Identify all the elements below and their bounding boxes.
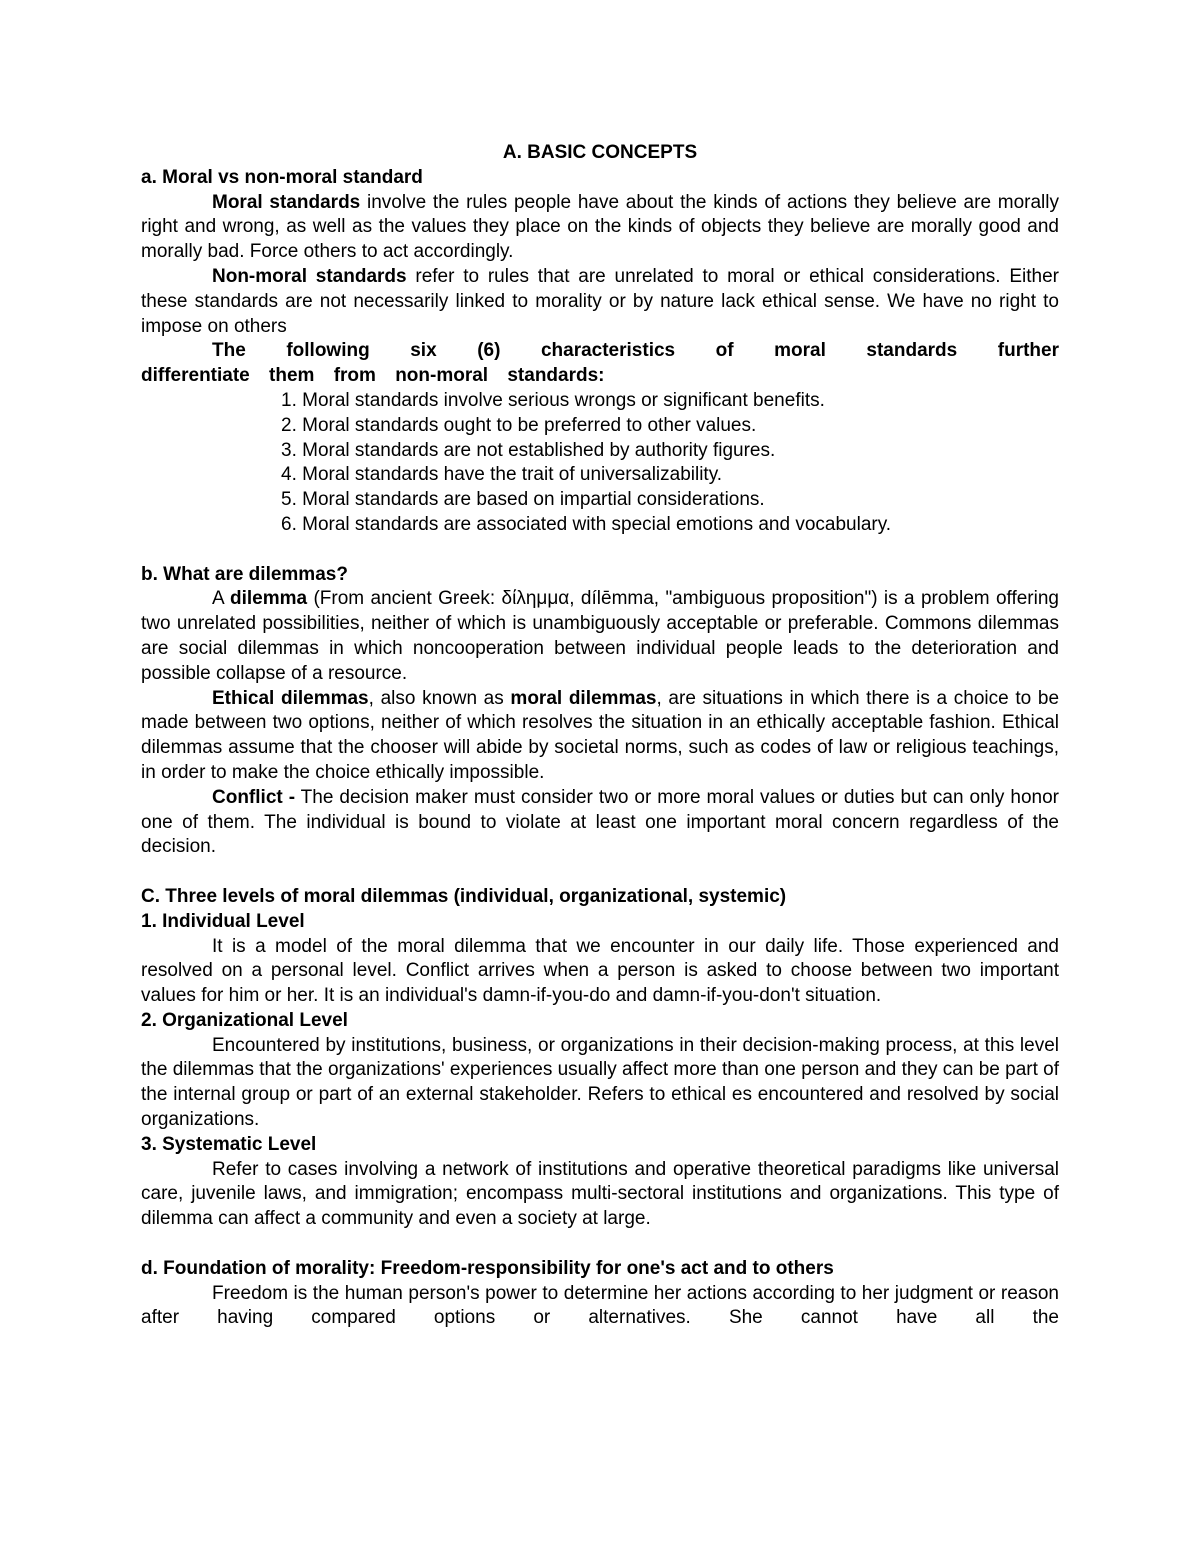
non-moral-standards-paragraph: [141, 265, 1059, 339]
moral-standards-term: Moral standards: [212, 191, 361, 213]
conflict-paragraph: [141, 786, 1059, 860]
list-item: 6. Moral standards are associated with special emotions and vocabulary.: [281, 513, 892, 535]
moral-standards-text: involve the rules people have about the kinds of actions they believe are morally right and wrong, as well as the values they place on the kinds of objects they believe are morally good and morally bad. Force others to act accordingly.: [141, 191, 1060, 263]
organizational-level-text: Encountered by institutions, business, or organizations in their decision-making process, at this level the dilemmas that the organizations' experiences usually affect more than one person and they can be part of the internal group or part of an external stakeholder. Refers to ethical es encountered and resolved by social organizations.: [141, 1034, 1059, 1131]
list-item: 5. Moral standards are based on impartial considerations.: [281, 489, 765, 511]
characteristics-intro-line1: The following six (6) characteristics of moral standards further: [212, 340, 1059, 362]
conflict-term: Conflict -: [212, 786, 296, 808]
dilemma-pre: A: [212, 588, 230, 610]
list-item: 3. Moral standards are not established by authority figures.: [281, 439, 776, 461]
section-a-heading: a. Moral vs non-moral standard: [141, 166, 423, 188]
moral-standards-paragraph: [141, 191, 1059, 265]
dilemma-term: dilemma: [230, 588, 308, 610]
section-c-heading: C. Three levels of moral dilemmas (individual, organizational, systemic): [141, 885, 787, 907]
characteristics-intro-line2: differentiate them from non-moral standards:: [141, 365, 605, 387]
systematic-level-text: Refer to cases involving a network of institutions and operative theoretical paradigms like universal care, juvenile laws, and immigration; encompass multi-sectoral institutions and organizations. This type of dilemma can affect a community and even a society at large.: [141, 1158, 1059, 1230]
dilemma-paragraph: [141, 587, 1059, 686]
ethical-dilemmas-mid: , also known as: [368, 687, 511, 709]
non-moral-standards-text: refer to rules that are unrelated to moral or ethical considerations. Either these standards are not necessarily linked to morality or by nature lack ethical sense. We have no right to impose on others: [141, 265, 1060, 337]
conflict-text: The decision maker must consider two or more moral values or duties but can only honor one of them. The individual is bound to violate at least one important moral concern regardless of the decision.: [141, 786, 1059, 858]
list-item: 4. Moral standards have the trait of universalizability.: [281, 464, 723, 486]
ethical-dilemmas-paragraph: [141, 687, 1059, 786]
ethical-dilemmas-text: , are situations in which there is a choice to be made between two options, neither of which resolves the situation in an ethically acceptable fashion. Ethical dilemmas assume that the chooser will abide by societal norms, such as codes of law or religious teachings, in order to make the choice ethically impossible.: [141, 687, 1060, 783]
list-item: 2. Moral standards ought to be preferred to other values.: [281, 414, 757, 436]
non-moral-standards-term: Non-moral standards: [212, 265, 407, 287]
page-title: A. BASIC CONCEPTS: [502, 142, 698, 163]
organizational-level-heading: 2. Organizational Level: [141, 1009, 348, 1031]
freedom-paragraph: Freedom is the human person's power to determine her actions according to her judgment or reason after having compared options or alternatives. She cannot have all the: [141, 1282, 1059, 1329]
section-b-heading: b. What are dilemmas?: [141, 563, 348, 585]
section-d-heading: d. Foundation of morality: Freedom-responsibility for one's act and to others: [141, 1257, 834, 1279]
characteristics-list: [141, 389, 1059, 538]
dilemma-text: (From ancient Greek: δίλημμα, dílēmma, "ambiguous proposition") is a problem offering two unrelated possibilities, neither of which is unambiguously acceptable or preferable. Commons dilemmas are social dilemmas in which noncooperation between individual people leads to the deterioration and possible collapse of a resource.: [141, 588, 1059, 684]
individual-level-text: It is a model of the moral dilemma that we encounter in our daily life. Those experienced and resolved on a personal level. Conflict arrives when a person is asked to choose between two important values for him or her. It is an individual's damn-if-you-do and damn-if-you-don't situation.: [141, 935, 1059, 1007]
ethical-dilemmas-term: Ethical dilemmas: [212, 687, 369, 709]
systematic-level-heading: 3. Systematic Level: [141, 1133, 317, 1155]
list-item: 1. Moral standards involve serious wrongs or significant benefits.: [281, 389, 825, 411]
individual-level-heading: 1. Individual Level: [141, 910, 305, 932]
moral-dilemmas-term: moral dilemmas: [510, 687, 657, 709]
